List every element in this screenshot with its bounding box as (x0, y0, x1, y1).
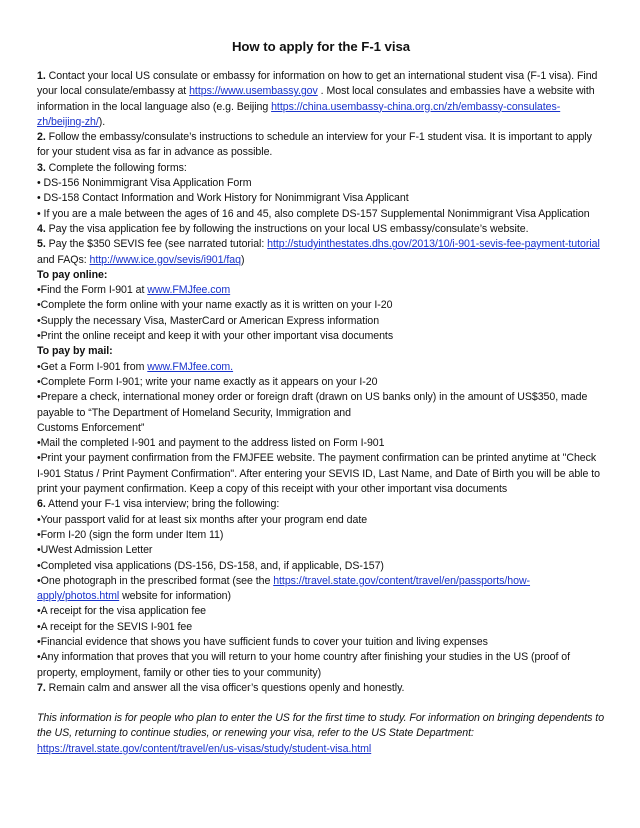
list-item: •Print your payment confirmation from the FMJFEE website. The payment confirmation can be printed anytime at "Check I-901 Status / Print Payment Confirmation". After entering your SEVIS ID, Last Name, and Date of Birth you will be able to print your payment confirmation. Keep a copy of this receipt with your other important visa documents (37, 452, 600, 496)
step-4: 4. Pay the visa application fee by following the instructions on your local US embassy/consulate’s website. (37, 222, 529, 235)
list-item: •UWest Admission Letter (37, 544, 153, 557)
step-5: 5. Pay the $350 SEVIS fee (see narrated tutorial: http://studyinthestates.dhs.gov/2013/10/i-901-sevis-fee-payment-tutorial and FAQs: http://www.ice.gov/sevis/i901/faq) (37, 238, 600, 266)
step-number: 2. (37, 131, 46, 144)
list-item: •Financial evidence that shows you have sufficient funds to cover your tuition and living expenses (37, 635, 488, 648)
page-title: How to apply for the F-1 visa (231, 39, 411, 54)
list-item: • DS-158 Contact Information and Work History for Nonimmigrant Visa Applicant (37, 192, 409, 205)
footer-note: This information is for people who plan to enter the US for the first time to study. For information on bringing dependents to the US, returning to continue studies, or renewing your visa, refer to the US State Department: (37, 712, 605, 740)
list-item: •Print the online receipt and keep it with your other important visa documents (37, 330, 394, 343)
student-visa-link[interactable]: https://travel.state.gov/content/travel/en/us-visas/study/student-visa.html (37, 742, 372, 755)
step-number: 3. (37, 161, 46, 174)
pay-online-heading: To pay online: (37, 268, 108, 281)
fmjfee-link[interactable]: www.FMJfee.com. (147, 360, 234, 373)
list-item: •A receipt for the SEVIS I-901 fee (37, 620, 193, 633)
sevis-faq-link[interactable]: http://www.ice.gov/sevis/i901/faq (89, 253, 241, 266)
list-item: •Get a Form I-901 from www.FMJfee.com. (37, 360, 234, 373)
pay-mail-heading: To pay by mail: (37, 345, 113, 358)
list-item: •Supply the necessary Visa, MasterCard or American Express information (37, 314, 380, 327)
step-6: 6. Attend your F-1 visa interview; bring the following: (37, 498, 280, 511)
step-number: 6. (37, 498, 46, 511)
list-item: •Complete Form I-901; write your name exactly as it appears on your I-20 (37, 375, 378, 388)
step-number: 7. (37, 681, 46, 694)
list-item: •A receipt for the visa application fee (37, 605, 207, 618)
step-3: 3. Complete the following forms: (37, 161, 187, 174)
list-item: •Completed visa applications (DS-156, DS-158, and, if applicable, DS-157) (37, 559, 384, 572)
list-item: •Complete the form online with your name exactly as it is written on your I-20 (37, 299, 393, 312)
list-item: •Prepare a check, international money order or foreign draft (drawn on US banks only) in the amount of US$350, made payable to “The Department of Homeland Security, Immigration and (37, 391, 588, 419)
list-item: •Any information that proves that you will return to your home country after finishing your studies in the US (proof of property, employment, family or other ties to your community) (37, 651, 571, 679)
fmjfee-link[interactable]: www.FMJfee.com (147, 284, 231, 297)
sevis-tutorial-link[interactable]: http://studyinthestates.dhs.gov/2013/10/i-901-sevis-fee-payment-tutorial (267, 238, 600, 251)
step-number: 1. (37, 70, 46, 82)
spacer (37, 696, 605, 711)
step-2: 2. Follow the embassy/consulate’s instructions to schedule an interview for your F-1 student visa. It is important to apply for your student visa as far in advance as possible. (37, 131, 592, 159)
beijing-embassy-link[interactable]: https://china.usembassy-china.org.cn/zh/embassy-consulates-zh/beijing-zh/ (37, 100, 561, 128)
photo-requirements-link[interactable]: https://travel.state.gov/content/travel/en/passports/how-apply/photos.html (37, 574, 531, 603)
step-number: 5. (37, 238, 46, 251)
footer-link-line (37, 742, 605, 757)
list-item: • If you are a male between the ages of 16 and 45, also complete DS-157 Supplemental Nonimmigrant Visa Application (37, 207, 590, 220)
list-item: •Mail the completed I-901 and payment to the address listed on Form I-901 (37, 437, 385, 450)
document-page (37, 38, 605, 757)
step-7: 7. Remain calm and answer all the visa officer’s questions openly and honestly. (37, 681, 405, 694)
list-item-continued: Customs Enforcement” (37, 421, 145, 434)
step-1: 1. Contact your local US consulate or embassy for information on how to get an international student visa (F-1 visa). Find your local consulate/embassy at https://www.usembassy.gov . Most local consulates and embassies have a website with information in the local language also (e.g. Beijing https://china.usembassy-china.org.cn/zh/embassy-consulates-zh/beijing-zh/). (37, 70, 598, 128)
list-item: •Form I-20 (sign the form under Item 11) (37, 528, 224, 541)
list-item: • DS-156 Nonimmigrant Visa Application Form (37, 177, 252, 190)
list-item: •One photograph in the prescribed format (see the https://travel.state.gov/content/travel/en/passports/how-apply/photos.html website for information) (37, 574, 531, 603)
step-number: 4. (37, 222, 46, 235)
list-item: •Your passport valid for at least six months after your program end date (37, 513, 368, 526)
usembassy-link[interactable]: https://www.usembassy.gov (189, 85, 318, 98)
list-item: •Find the Form I-901 at www.FMJfee.com (37, 284, 231, 297)
